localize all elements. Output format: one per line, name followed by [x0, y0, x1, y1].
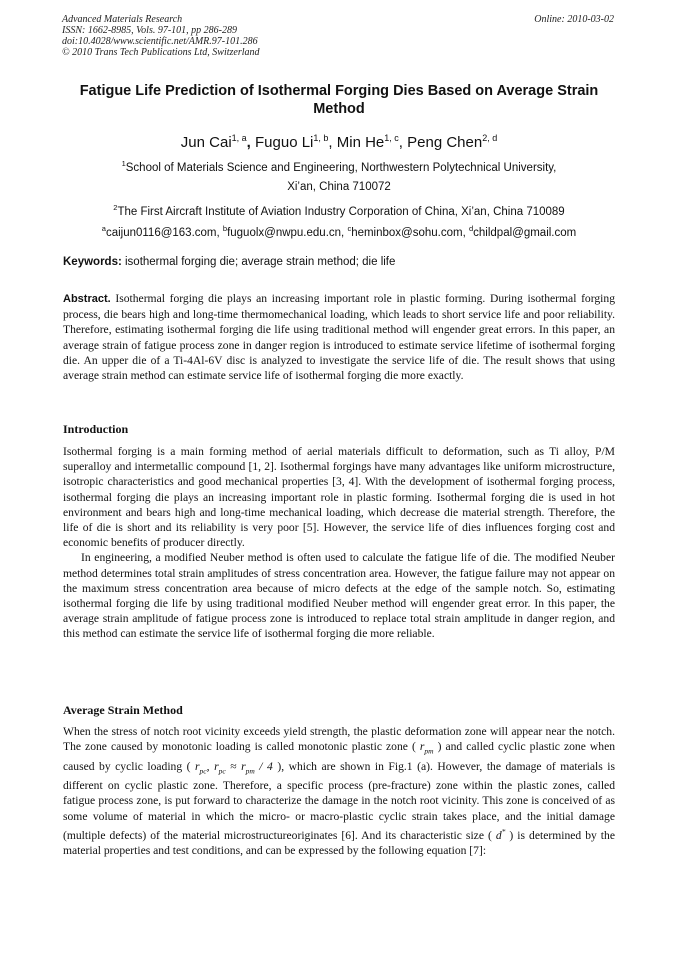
section-heading-introduction: Introduction: [63, 422, 129, 436]
journal-doi: doi:10.4028/www.scientific.net/AMR.97-101.286: [62, 36, 258, 47]
paper-title: Fatigue Life Prediction of Isothermal Forging Dies Based on Average Strain Method: [79, 83, 599, 117]
online-date: Online: 2010-03-02: [534, 14, 614, 25]
author: Peng Chen$^{2, d}$: [407, 133, 498, 151]
journal-header: [62, 14, 622, 58]
equation-inline: $r_{pc}$, $r_{pc} \approx r_{pm} / 4$: [195, 759, 273, 776]
affiliation-1-city: Xi’an, China 710072: [287, 181, 391, 193]
journal-name: Advanced Materials Research: [62, 14, 183, 25]
email-link[interactable]: fuguolx@nwpu.edu.cn,: [227, 227, 348, 239]
paragraph: In engineering, a modified Neuber method is often used to calculate the fatigue life of die. The modified Neuber method determines total strain amplitudes of stress concentration area. However, the fatigue failure may not appear on the maximum stress concentration area because of micro defects at the edge of the sample notch. So, estimating isothermal forging die life by using traditional modified Neuber method will engender great error. In this paper, the average strain amplitude of fatigue process zone is introduced to replace total strain amplitude in danger region, and this method can estimate the service life of isothermal forging die more reliable.: [63, 551, 615, 641]
equation-inline: d*: [495, 826, 506, 842]
keywords: [63, 256, 615, 268]
author: Jun Cai$^{1, a}$,: [180, 133, 256, 151]
author-list: [60, 129, 618, 152]
keywords-label: Keywords:: [63, 256, 122, 268]
email-link[interactable]: caijun0116@163.com,: [105, 227, 223, 239]
keywords-text: isothermal forging die; average strain method; die life: [125, 256, 396, 268]
paragraph: Isothermal forging is a main forming method of aerial materials difficult to deformation, such as Ti alloy, P/M superalloy and intermetallic compound [1, 2]. Isothermal forgings have many advantages like uniform microstructure, isotropic characteristics and good mechanical properties [3, 4]. With the development of isothermal forging process, isothermal forging die plays an increasing important role in plastic forming. Isothermal forging die is used in hot environment and bears high and long-time mechanical loading, which decrease die material strength. Therefore, the life of die is short and its reliability is very poor [5]. However, the service life of dies influences forging cost and economic benefits of producer directly.: [63, 445, 615, 550]
email-link[interactable]: childpal@gmail.com: [473, 227, 577, 239]
author: Fuguo Li$^{1, b}$,: [255, 133, 337, 151]
journal-copyright: © 2010 Trans Tech Publications Ltd, Switzerland: [62, 47, 260, 58]
abstract: [63, 291, 615, 383]
equation-inline: $r_{pm}$: [419, 740, 434, 756]
average-strain-body: When the stress of notch root vicinity exceeds yield strength, the plastic deformation zone will appear near the notch. The zone caused by monotonic loading is called monotonic plastic zone ( $r_{pm}$ ) and called cyclic plastic zone when caused by cyclic loading ( $r_{pc}$, $r_{pc} \approx r_{pm} / 4$ ), which are shown in Fig.1 (a). However, the damage of materials is different on cyclic plastic zone. Therefore, a specific process (pre-fracture) zone within the plastic zones, called fatigue process zone, is put forward to characterize the damage in the notch root vicinity. This zone is conceived of as some volume of material in which the micro- or macro-plastic cyclic strain takes place, and the initial damage (multiple defects) of the material microstructureoriginates [6]. And its characteristic size ( d* ) is determined by the material properties and test conditions, and can be expressed by the following equation [7]:: [63, 725, 616, 857]
introduction-body: [63, 444, 615, 642]
affiliation-2: $^2$The First Aircraft Institute of Aviation Industry Corporation of China, Xi’an, China 710089: [113, 203, 565, 218]
abstract-text: Isothermal forging die plays an increasing important role in plastic forming. During isothermal forging process, die bears high and long-time thermomechanical loading, which leads to short service life and poor reliability. Therefore, estimating isothermal forging die life using traditional method will engender great errors. In this paper, an average strain of fatigue process zone in danger region is introduced to estimate service lifetime of isothermal forging die. An upper die of a Ti-4Al-6V disc is analyzed to investigate the service life of die. The result shows that using average strain method can estimate service life of isothermal forging die more exactly.: [63, 292, 615, 383]
section-heading-average-strain-method: Average Strain Method: [63, 703, 183, 717]
journal-issn: ISSN: 1662-8985, Vols. 97-101, pp 286-289: [62, 25, 237, 36]
abstract-label: Abstract.: [63, 293, 111, 305]
affiliation-1: $^1$School of Materials Science and Engineering, Northwestern Polytechnical University,: [121, 159, 557, 174]
author: Min He$^{1, c}$,: [336, 133, 408, 151]
email-link[interactable]: heminbox@sohu.com,: [351, 227, 469, 239]
author-emails: $^a$caijun0116@163.com, $^b$fuguolx@nwpu.edu.cn, $^c$heminbox@sohu.com, $^d$childpal@gmail.com: [101, 224, 577, 239]
